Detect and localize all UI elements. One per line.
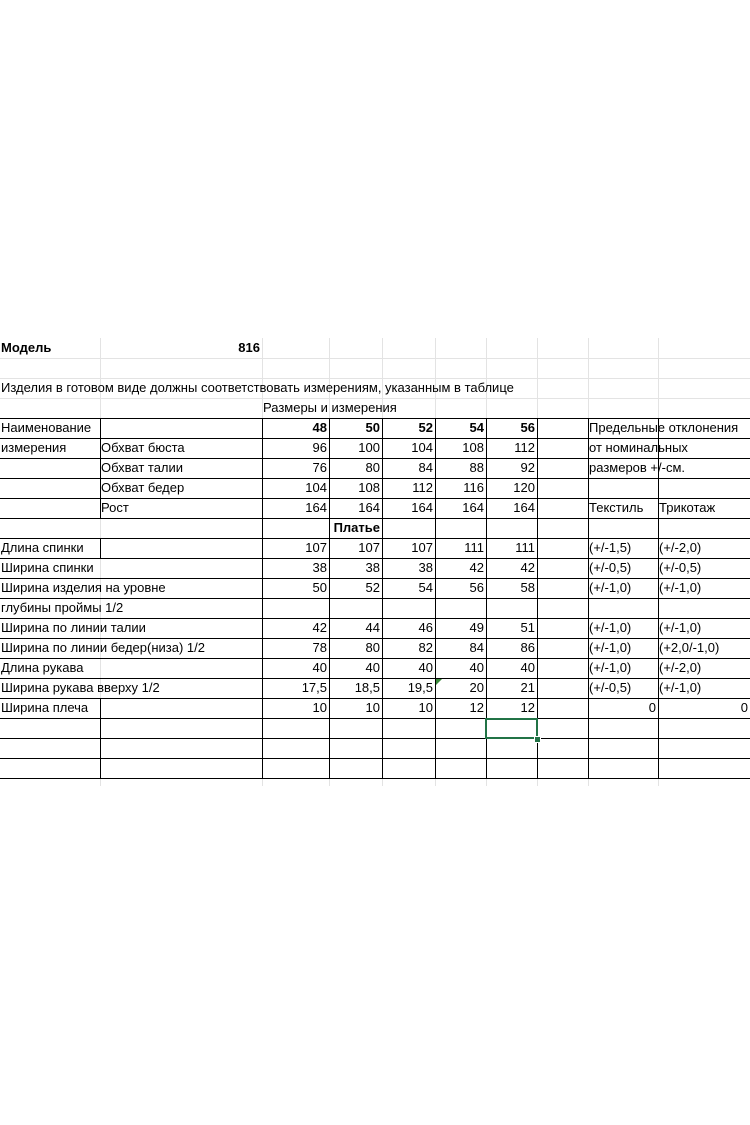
- knit-tolerance: (+/-1,0): [659, 680, 702, 695]
- product-value: 21: [520, 680, 535, 695]
- product-value: 49: [469, 620, 484, 635]
- knit-tolerance: (+/-2,0): [659, 660, 702, 675]
- product-label: Ширина по линии талии: [1, 620, 146, 635]
- textile-tolerance: (+/-1,0): [589, 580, 632, 595]
- cell-indicator-icon: [436, 679, 442, 685]
- knit-tolerance: (+/-1,0): [659, 580, 702, 595]
- measurement-value: 164: [513, 500, 535, 515]
- knit-tolerance: (+/-2,0): [659, 540, 702, 555]
- product-value: 42: [520, 560, 535, 575]
- name-header: Наименование: [1, 420, 92, 435]
- knit-tolerance: 0: [740, 700, 748, 715]
- textile-tolerance: (+/-1,0): [589, 660, 632, 675]
- table-note: Изделия в готовом виде должны соответствовать измерениям, указанным в таблице: [1, 380, 514, 395]
- product-value: 111: [515, 540, 535, 555]
- fill-handle-icon[interactable]: [534, 736, 541, 743]
- textile-tolerance: (+/-1,0): [589, 620, 632, 635]
- product-label: глубины проймы 1/2: [1, 600, 124, 615]
- size-header: 56: [520, 420, 535, 435]
- product-value: 86: [520, 640, 535, 655]
- product-value: 42: [312, 620, 327, 635]
- measurement-value: 112: [514, 440, 535, 455]
- row-border: [0, 358, 750, 359]
- product-label: Длина спинки: [1, 540, 84, 555]
- size-header: 52: [418, 420, 433, 435]
- product-value: 52: [365, 580, 380, 595]
- measurement-value: 112: [412, 480, 433, 495]
- textile-tolerance: (+/-0,5): [589, 560, 632, 575]
- measurement-label: Обхват талии: [101, 460, 184, 475]
- model-value: 816: [238, 340, 260, 355]
- textile-tolerance: (+/-0,5): [589, 680, 632, 695]
- measurement-value: 108: [358, 480, 380, 495]
- sizes-caption: Размеры и измерения: [263, 400, 397, 415]
- knit-tolerance: (+2,0/-1,0): [659, 640, 720, 655]
- product-value: 58: [520, 580, 535, 595]
- textile-tolerance: 0: [648, 700, 656, 715]
- measurement-label: Обхват бедер: [101, 480, 185, 495]
- measurement-value: 116: [463, 480, 484, 495]
- measurement-value: 76: [312, 460, 327, 475]
- model-label: Модель: [1, 340, 52, 355]
- measurement-value: 88: [469, 460, 484, 475]
- product-value: 78: [312, 640, 327, 655]
- product-value: 10: [418, 700, 433, 715]
- spreadsheet-grid: [0, 338, 750, 786]
- product-value: 17,5: [301, 680, 327, 695]
- measurement-label: Обхват бюста: [101, 440, 185, 455]
- section-title: Платье: [333, 520, 380, 535]
- product-value: 82: [418, 640, 433, 655]
- measurement-value: 104: [305, 480, 327, 495]
- product-value: 12: [520, 700, 535, 715]
- product-value: 44: [365, 620, 380, 635]
- measurement-value: 164: [462, 500, 484, 515]
- measurement-value: 104: [411, 440, 433, 455]
- product-value: 80: [365, 640, 380, 655]
- product-value: 111: [464, 540, 484, 555]
- product-value: 42: [469, 560, 484, 575]
- knit-tolerance: (+/-1,0): [659, 620, 702, 635]
- measurement-value: 96: [312, 440, 327, 455]
- product-value: 40: [365, 660, 380, 675]
- measurement-value: 120: [513, 480, 535, 495]
- product-value: 40: [418, 660, 433, 675]
- knit-header: Трикотаж: [659, 500, 716, 515]
- textile-tolerance: (+/-1,5): [589, 540, 632, 555]
- textile-header: Текстиль: [589, 500, 644, 515]
- product-value: 10: [365, 700, 380, 715]
- product-value: 20: [469, 680, 484, 695]
- knit-tolerance: (+/-0,5): [659, 560, 702, 575]
- product-value: 19,5: [407, 680, 433, 695]
- name-header: измерения: [1, 440, 67, 455]
- product-value: 46: [418, 620, 433, 635]
- measurement-value: 164: [305, 500, 327, 515]
- tolerance-header: от номинальных: [589, 440, 688, 455]
- product-label: Ширина изделия на уровне: [1, 580, 166, 595]
- selected-cell[interactable]: [485, 718, 538, 739]
- row-border: [0, 718, 750, 719]
- product-label: Ширина спинки: [1, 560, 94, 575]
- size-header: 50: [365, 420, 380, 435]
- product-value: 38: [312, 560, 327, 575]
- row-border: [0, 758, 750, 759]
- measurement-label: Рост: [101, 500, 129, 515]
- product-value: 12: [469, 700, 484, 715]
- row-border: [0, 738, 750, 739]
- product-label: Ширина по линии бедер(низа) 1/2: [1, 640, 205, 655]
- product-value: 10: [312, 700, 327, 715]
- measurement-value: 108: [462, 440, 484, 455]
- row-border: [0, 778, 750, 779]
- product-value: 107: [358, 540, 380, 555]
- product-value: 107: [411, 540, 433, 555]
- product-value: 54: [418, 580, 433, 595]
- measurement-value: 164: [411, 500, 433, 515]
- product-value: 38: [365, 560, 380, 575]
- measurement-value: 100: [358, 440, 380, 455]
- tolerance-header: размеров +/-см.: [589, 460, 686, 475]
- measurement-value: 80: [365, 460, 380, 475]
- measurement-value: 92: [520, 460, 535, 475]
- measurement-value: 164: [358, 500, 380, 515]
- product-value: 40: [312, 660, 327, 675]
- product-value: 107: [305, 540, 327, 555]
- product-value: 18,5: [354, 680, 380, 695]
- size-header: 54: [469, 420, 484, 435]
- product-value: 40: [520, 660, 535, 675]
- tolerance-header: Предельные отклонения: [589, 420, 739, 435]
- product-value: 51: [520, 620, 535, 635]
- product-label: Ширина плеча: [1, 700, 89, 715]
- product-label: Длина рукава: [1, 660, 84, 675]
- product-value: 50: [312, 580, 327, 595]
- textile-tolerance: (+/-1,0): [589, 640, 632, 655]
- product-value: 38: [418, 560, 433, 575]
- product-value: 56: [469, 580, 484, 595]
- size-header: 48: [312, 420, 327, 435]
- measurement-value: 84: [418, 460, 433, 475]
- product-label: Ширина рукава вверху 1/2: [1, 680, 160, 695]
- product-value: 40: [469, 660, 484, 675]
- product-value: 84: [469, 640, 484, 655]
